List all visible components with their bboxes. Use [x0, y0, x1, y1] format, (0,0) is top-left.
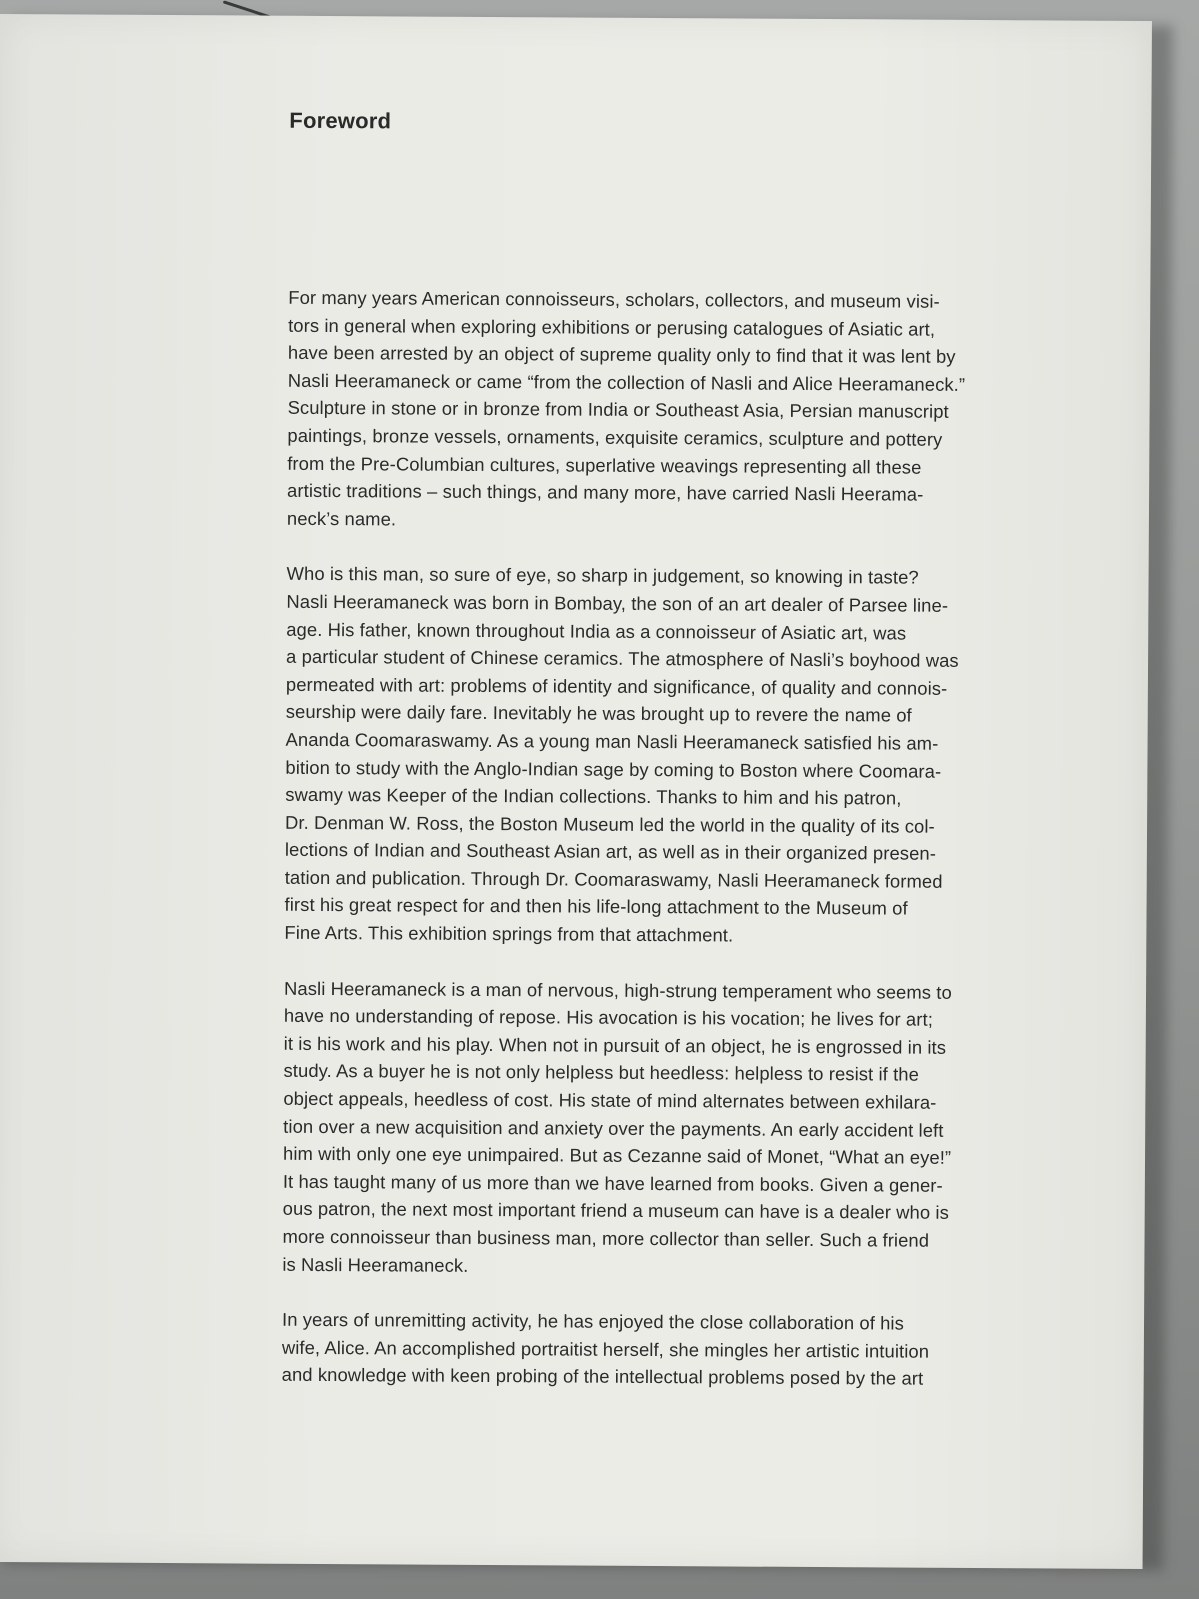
paragraph-4: In years of unremitting activity, he has enjoyed the close collaboration of his wife, Alice. An accomplished portraitist herself, she mingles her artistic intuition and knowledge with keen probing of the intellectual problems posed by the art [281, 1308, 930, 1390]
book-page [0, 14, 1152, 1569]
paragraph-2: Who is this man, so sure of eye, so sharp in judgement, so knowing in taste? Nasli Heeramaneck was born in Bombay, the son of an art dealer of Parsee line- age. His father, known throughout India as a connoisseur of Asiatic art, was a particular student of Chinese ceramics. The atmosphere of Nasli’s boyhood was permeated with art: problems of identity and significance, of quality and connois- seurship were daily fare. Inevitably he was brought up to revere the name of Ananda Coomaraswamy. As a young man Nasli Heeramaneck satisfied his am- bition to study with the Anglo-Indian sage by coming to Boston where Coomara- swamy was Keeper of the Indian collections. Thanks to him and his patron, Dr. Denman W. Ross, the Boston Museum led the world in the quality of its col- lections of Indian and Southeast Asian art, as well as in their organized presen- tation and publication. Through Dr. Coomaraswamy, Nasli Heeramaneck formed first his great respect for and then his life-long attachment to the Museum of Fine Arts. This exhibition springs from that attachment. [284, 563, 959, 946]
paragraph-1: For many years American connoisseurs, scholars, collectors, and museum visi- tors in general when exploring exhibitions or perusing catalogues of Asiatic art, have been arrested by an object of supreme quality only to find that it was lent by Nasli Heeramaneck or came “from the collection of Nasli and Alice Heeramaneck.” Sculpture in stone or in bronze from India or Southeast Asia, Persian manuscript paintings, bronze vessels, ornaments, exquisite ceramics, sculpture and pottery from the Pre-Columbian cultures, superlative weavings representing all these artistic traditions – such things, and many more, have carried Nasli Heerama- neck’s name. [286, 286, 966, 530]
page-content [281, 108, 1029, 1421]
paragraph-3: Nasli Heeramaneck is a man of nervous, high-strung temperament who seems to have no understanding of repose. His avocation is his vocation; he lives for art; it is his work and his play. When not in pursuit of an object, he is engrossed in its study. As a buyer he is not only helpless but heedless: helpless to resist if the object appeals, heedless of cost. His state of mind alternates between exhilara- tion over a new acquisition and anxiety over the payments. An early accident left him with only one eye unimpaired. But as Cezanne said of Monet, “What an eye!” It has taught many of us more than we have learned from books. Given a gener- ous patron, the next most important friend a museum can have is a dealer who is more connoisseur than business man, more collector than seller. Such a friend is Nasli Heeramaneck. [282, 977, 952, 1276]
page-title: Foreword [289, 107, 392, 134]
